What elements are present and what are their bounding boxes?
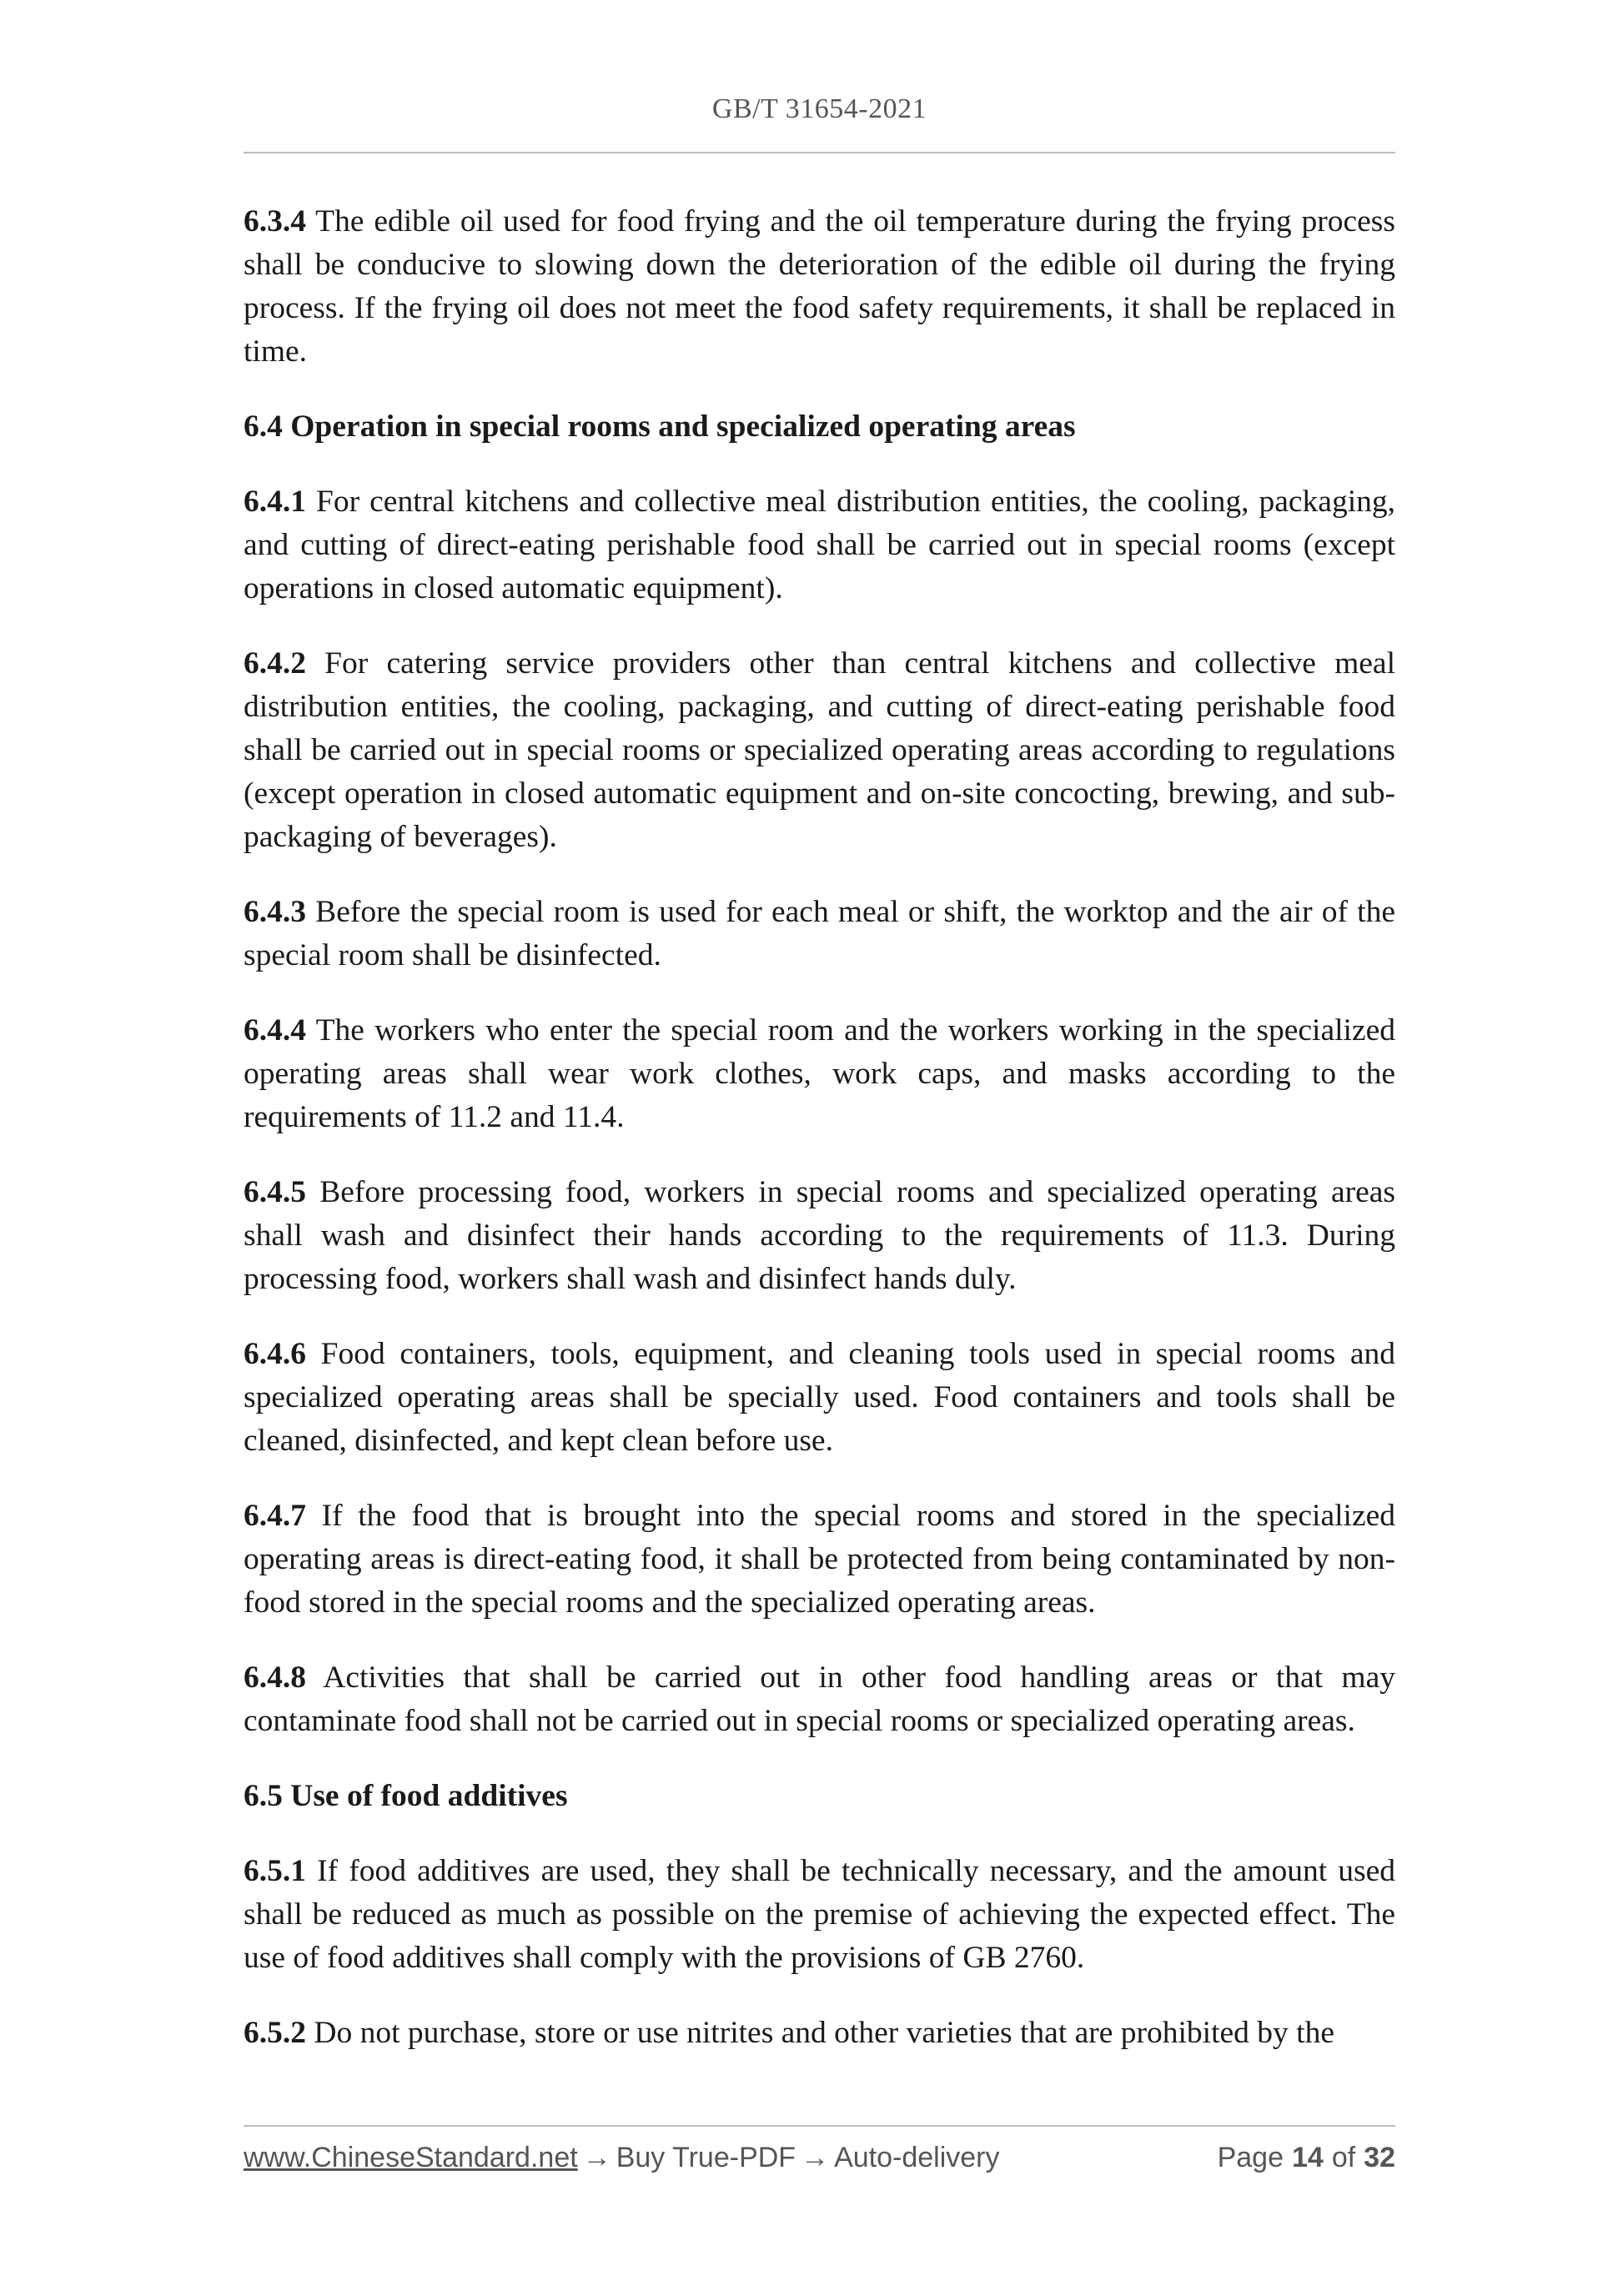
total-pages-number: 32 xyxy=(1364,2142,1395,2173)
clause-number: 6.4.6 xyxy=(244,1337,306,1371)
clause-text: For catering service providers other than central kitchens and collective meal distribution entities, the cooling, packaging, and cutting of direct-eating perishable food shall be carried out in special rooms or specialized operating areas according to regulations (except operation in closed automatic equipment and on-site concocting, brewing, and sub-packaging of beverages). xyxy=(244,646,1395,854)
auto-delivery-text: Auto-delivery xyxy=(834,2142,1000,2173)
arrow-right-icon: → xyxy=(801,2142,830,2173)
clause-number: 6.4.8 xyxy=(244,1660,306,1695)
header-divider xyxy=(244,152,1395,153)
clause-text: Activities that shall be carried out in other food handling areas or that may contaminate food shall not be carried out in special rooms or specialized operating areas. xyxy=(244,1660,1395,1738)
clause-text: Before the special room is used for each meal or shift, the worktop and the air of the special room shall be disinfected. xyxy=(244,895,1395,972)
clause-6-4-1 xyxy=(244,480,1395,610)
clause-number: 6.4.1 xyxy=(244,485,306,519)
buy-pdf-text: Buy True-PDF xyxy=(616,2142,796,2173)
arrow-right-icon: → xyxy=(582,2142,611,2173)
clause-6-4-4 xyxy=(244,1009,1395,1139)
clause-number: 6.5.1 xyxy=(244,1854,306,1888)
section-heading-6-4: 6.4 Operation in special rooms and specialized operating areas xyxy=(244,409,1076,444)
document-body xyxy=(244,200,1395,2087)
section-heading-6-5: 6.5 Use of food additives xyxy=(244,1779,568,1813)
clause-number: 6.4.2 xyxy=(244,646,306,681)
clause-text: If the food that is brought into the special rooms and stored in the specialized operating areas is direct-eating food, it shall be protected from being contaminated by non-food stored in the special rooms and the specialized operating areas. xyxy=(244,1499,1395,1620)
page-label: Page xyxy=(1217,2142,1284,2173)
website-link[interactable]: www.ChineseStandard.net xyxy=(244,2142,578,2173)
clause-6-5-1 xyxy=(244,1850,1395,1980)
clause-text: Do not purchase, store or use nitrites and other varieties that are prohibited by the xyxy=(306,2016,1334,2050)
clause-6-5-2 xyxy=(244,2012,1395,2055)
clause-6-4-7 xyxy=(244,1495,1395,1625)
clause-text: If food additives are used, they shall be technically necessary, and the amount used shall be reduced as much as possible on the premise of achieving the expected effect. The use of food additives shall comply with the provisions of GB 2760. xyxy=(244,1854,1395,1975)
clause-number: 6.4.3 xyxy=(244,895,306,929)
clause-text: Before processing food, workers in special rooms and specialized operating areas shall wash and disinfect their hands according to the requirements of 11.3. During processing food, workers shall wash and disinfect hands duly. xyxy=(244,1175,1395,1296)
document-header: GB/T 31654-2021 xyxy=(711,93,927,124)
clause-6-3-4 xyxy=(244,200,1395,374)
clause-number: 6.4.5 xyxy=(244,1175,306,1209)
page-indicator xyxy=(1218,2142,1395,2174)
clause-6-4-8 xyxy=(244,1656,1395,1743)
clause-number: 6.4.4 xyxy=(244,1013,306,1048)
clause-number: 6.4.7 xyxy=(244,1499,306,1533)
footer-divider xyxy=(244,2125,1395,2127)
clause-text: The workers who enter the special room and the workers working in the specialized operating areas shall wear work clothes, work caps, and masks according to the requirements of 11.2 and 11.4. xyxy=(244,1013,1395,1134)
clause-number: 6.3.4 xyxy=(244,204,306,239)
of-label: of xyxy=(1331,2142,1356,2173)
clause-text: The edible oil used for food frying and the oil temperature during the frying process shall be conducive to slowing down the deterioration of the edible oil during the frying process. If the frying oil does not meet the food safety requirements, it shall be replaced in time. xyxy=(244,204,1395,369)
clause-6-4-5 xyxy=(244,1171,1395,1301)
clause-6-4-2 xyxy=(244,642,1395,859)
clause-6-4-3 xyxy=(244,891,1395,977)
clause-6-4-6 xyxy=(244,1333,1395,1463)
clause-number: 6.5.2 xyxy=(244,2016,306,2050)
footer-promo xyxy=(244,2142,1000,2174)
clause-text: For central kitchens and collective meal distribution entities, the cooling, packaging, and cutting of direct-eating perishable food shall be carried out in special rooms (except operations in closed automatic equipment). xyxy=(244,485,1395,605)
current-page-number: 14 xyxy=(1291,2142,1324,2173)
clause-text: Food containers, tools, equipment, and cleaning tools used in special rooms and specialized operating areas shall be specially used. Food containers and tools shall be cleaned, disinfected, and kept clean before use. xyxy=(244,1337,1395,1458)
document-footer xyxy=(244,2142,1395,2183)
